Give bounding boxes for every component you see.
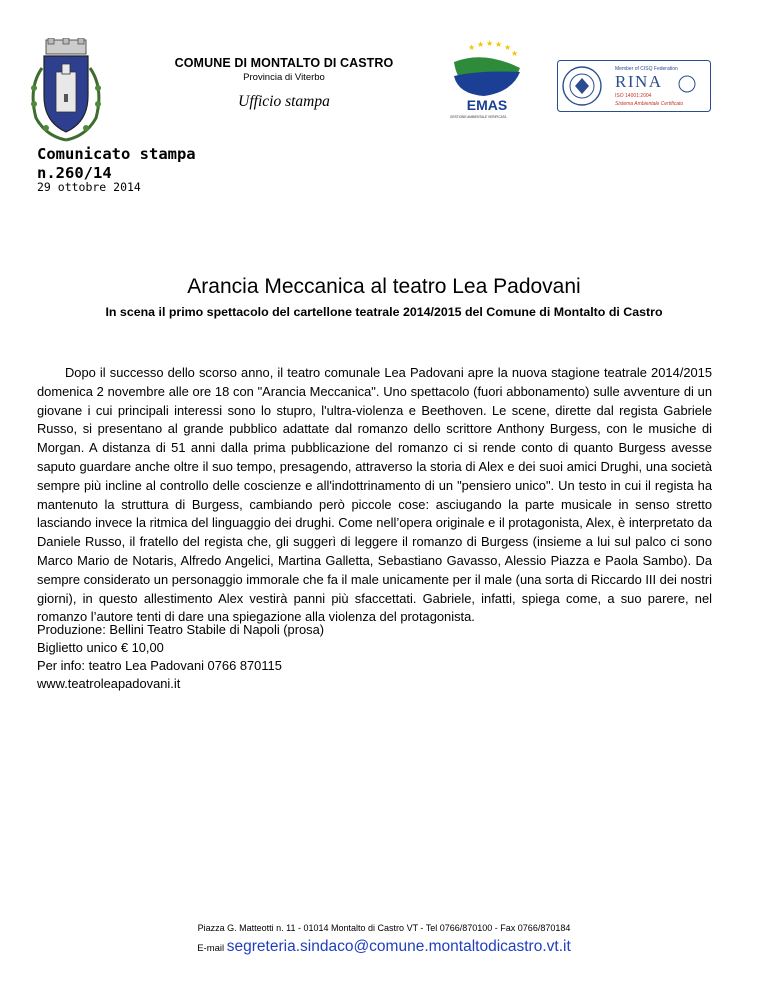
svg-text:★: ★ xyxy=(468,43,476,52)
email-label: E-mail xyxy=(197,943,225,954)
svg-text:★: ★ xyxy=(504,43,512,52)
municipal-crest-logo xyxy=(24,38,108,142)
rina-iso-text: ISO 14001:2004 xyxy=(615,93,652,99)
office-name: Ufficio stampa xyxy=(238,93,330,110)
info-website-link[interactable]: www.teatroleapadovani.it xyxy=(37,676,181,691)
svg-text:★: ★ xyxy=(477,40,485,49)
rina-caption: Sistema Ambientale Certificato xyxy=(615,101,684,107)
emas-caption: GESTIONE AMBIENTALE VERIFICATA xyxy=(450,115,507,119)
press-release-type: Comunicato stampa xyxy=(37,145,196,163)
article-title: Arancia Meccanica al teatro Lea Padovani xyxy=(187,275,581,298)
article-subtitle: In scena il primo spettacolo del cartellone teatrale 2014/2015 del Comune di Montalto di Castro xyxy=(105,305,663,319)
info-contact: Per info: teatro Lea Padovani 0766 870115 xyxy=(37,658,282,673)
footer-email xyxy=(0,938,768,956)
province-name: Provincia di Viterbo xyxy=(243,72,325,83)
rina-label: RINA xyxy=(615,72,663,91)
press-release-date: 29 ottobre 2014 xyxy=(37,180,141,194)
press-release-label xyxy=(37,145,196,183)
svg-text:★: ★ xyxy=(486,40,494,48)
rina-member-text: Member of CISQ Federation xyxy=(615,66,678,72)
rina-certification-logo xyxy=(557,60,711,112)
organization-name: COMUNE DI MONTALTO DI CASTRO xyxy=(174,56,394,70)
emas-logo xyxy=(444,40,530,124)
info-ticket: Biglietto unico € 10,00 xyxy=(37,640,164,655)
event-info xyxy=(37,621,324,693)
emas-label: EMAS xyxy=(466,97,508,113)
info-production: Produzione: Bellini Teatro Stabile di Napoli (prosa) xyxy=(37,622,325,637)
svg-text:★: ★ xyxy=(511,49,519,58)
press-release-number: n.260/14 xyxy=(37,164,112,182)
organization-header xyxy=(150,56,418,111)
svg-text:★: ★ xyxy=(495,40,503,49)
email-link[interactable]: segreteria.sindaco@comune.montaltodicastro.vt.it xyxy=(226,938,571,955)
footer-address: Piazza G. Matteotti n. 11 - 01014 Montalto di Castro VT - Tel 0766/870100 - Fax 0766/870184 xyxy=(197,923,571,933)
article-body: Dopo il successo dello scorso anno, il teatro comunale Lea Padovani apre la nuova stagione teatrale 2014/2015 domenica 2 novembre alle ore 18 con "Arancia Meccanica". Uno spettacolo (fuori abbonamento) sulle avventure di un giovane i cui principali interessi sono lo stupro, l'ultra-violenza e Beethoven. Le scene, dirette dal regista Gabriele Russo, si presentano al grande pubblico adattate dal romanzo dello scrittore Anthony Burgess, con le musiche di Morgan. A distanza di 51 anni dalla prima pubblicazione del romanzo ci si rende conto di quanto Burgess avesse saputo guardare anche oltre il suo tempo, presagendo, attraverso la storia di Alex e dei suoi amici Drughi, una società sempre più incline al controllo delle coscienze e all'indottrinamento di un "pensiero unico". Un testo in cui il regista ha mantenuto la struttura di Burgess, cambiando però piccole cose: asciugando la parte musicale in senso stretto lasciando invece la ritmica del linguaggio dei drughi. Come nell’opera originale e il protagonista, Alex, è interpretato da Daniele Russo, il fratello del regista che, gli suggerì di leggere il romanzo di Burgess (insieme a lui sul palco ci sono Marco Mario de Notaris, Alfredo Angelici, Martina Galletta, Sebastiano Gavasso, Alessio Piazza e Paola Sambo). Da sempre considerato un personaggio immorale che fa il male unicamente per il male (una sorta di Riccardo III dei nostri giorni), in questo allestimento Alex vestirà panni più sfaccettati. Gabriele, infatti, spiega come, a suo parere, nel romanzo l’autore tenti di dare una spiegazione alla violenza del protagonista. xyxy=(37,365,712,625)
